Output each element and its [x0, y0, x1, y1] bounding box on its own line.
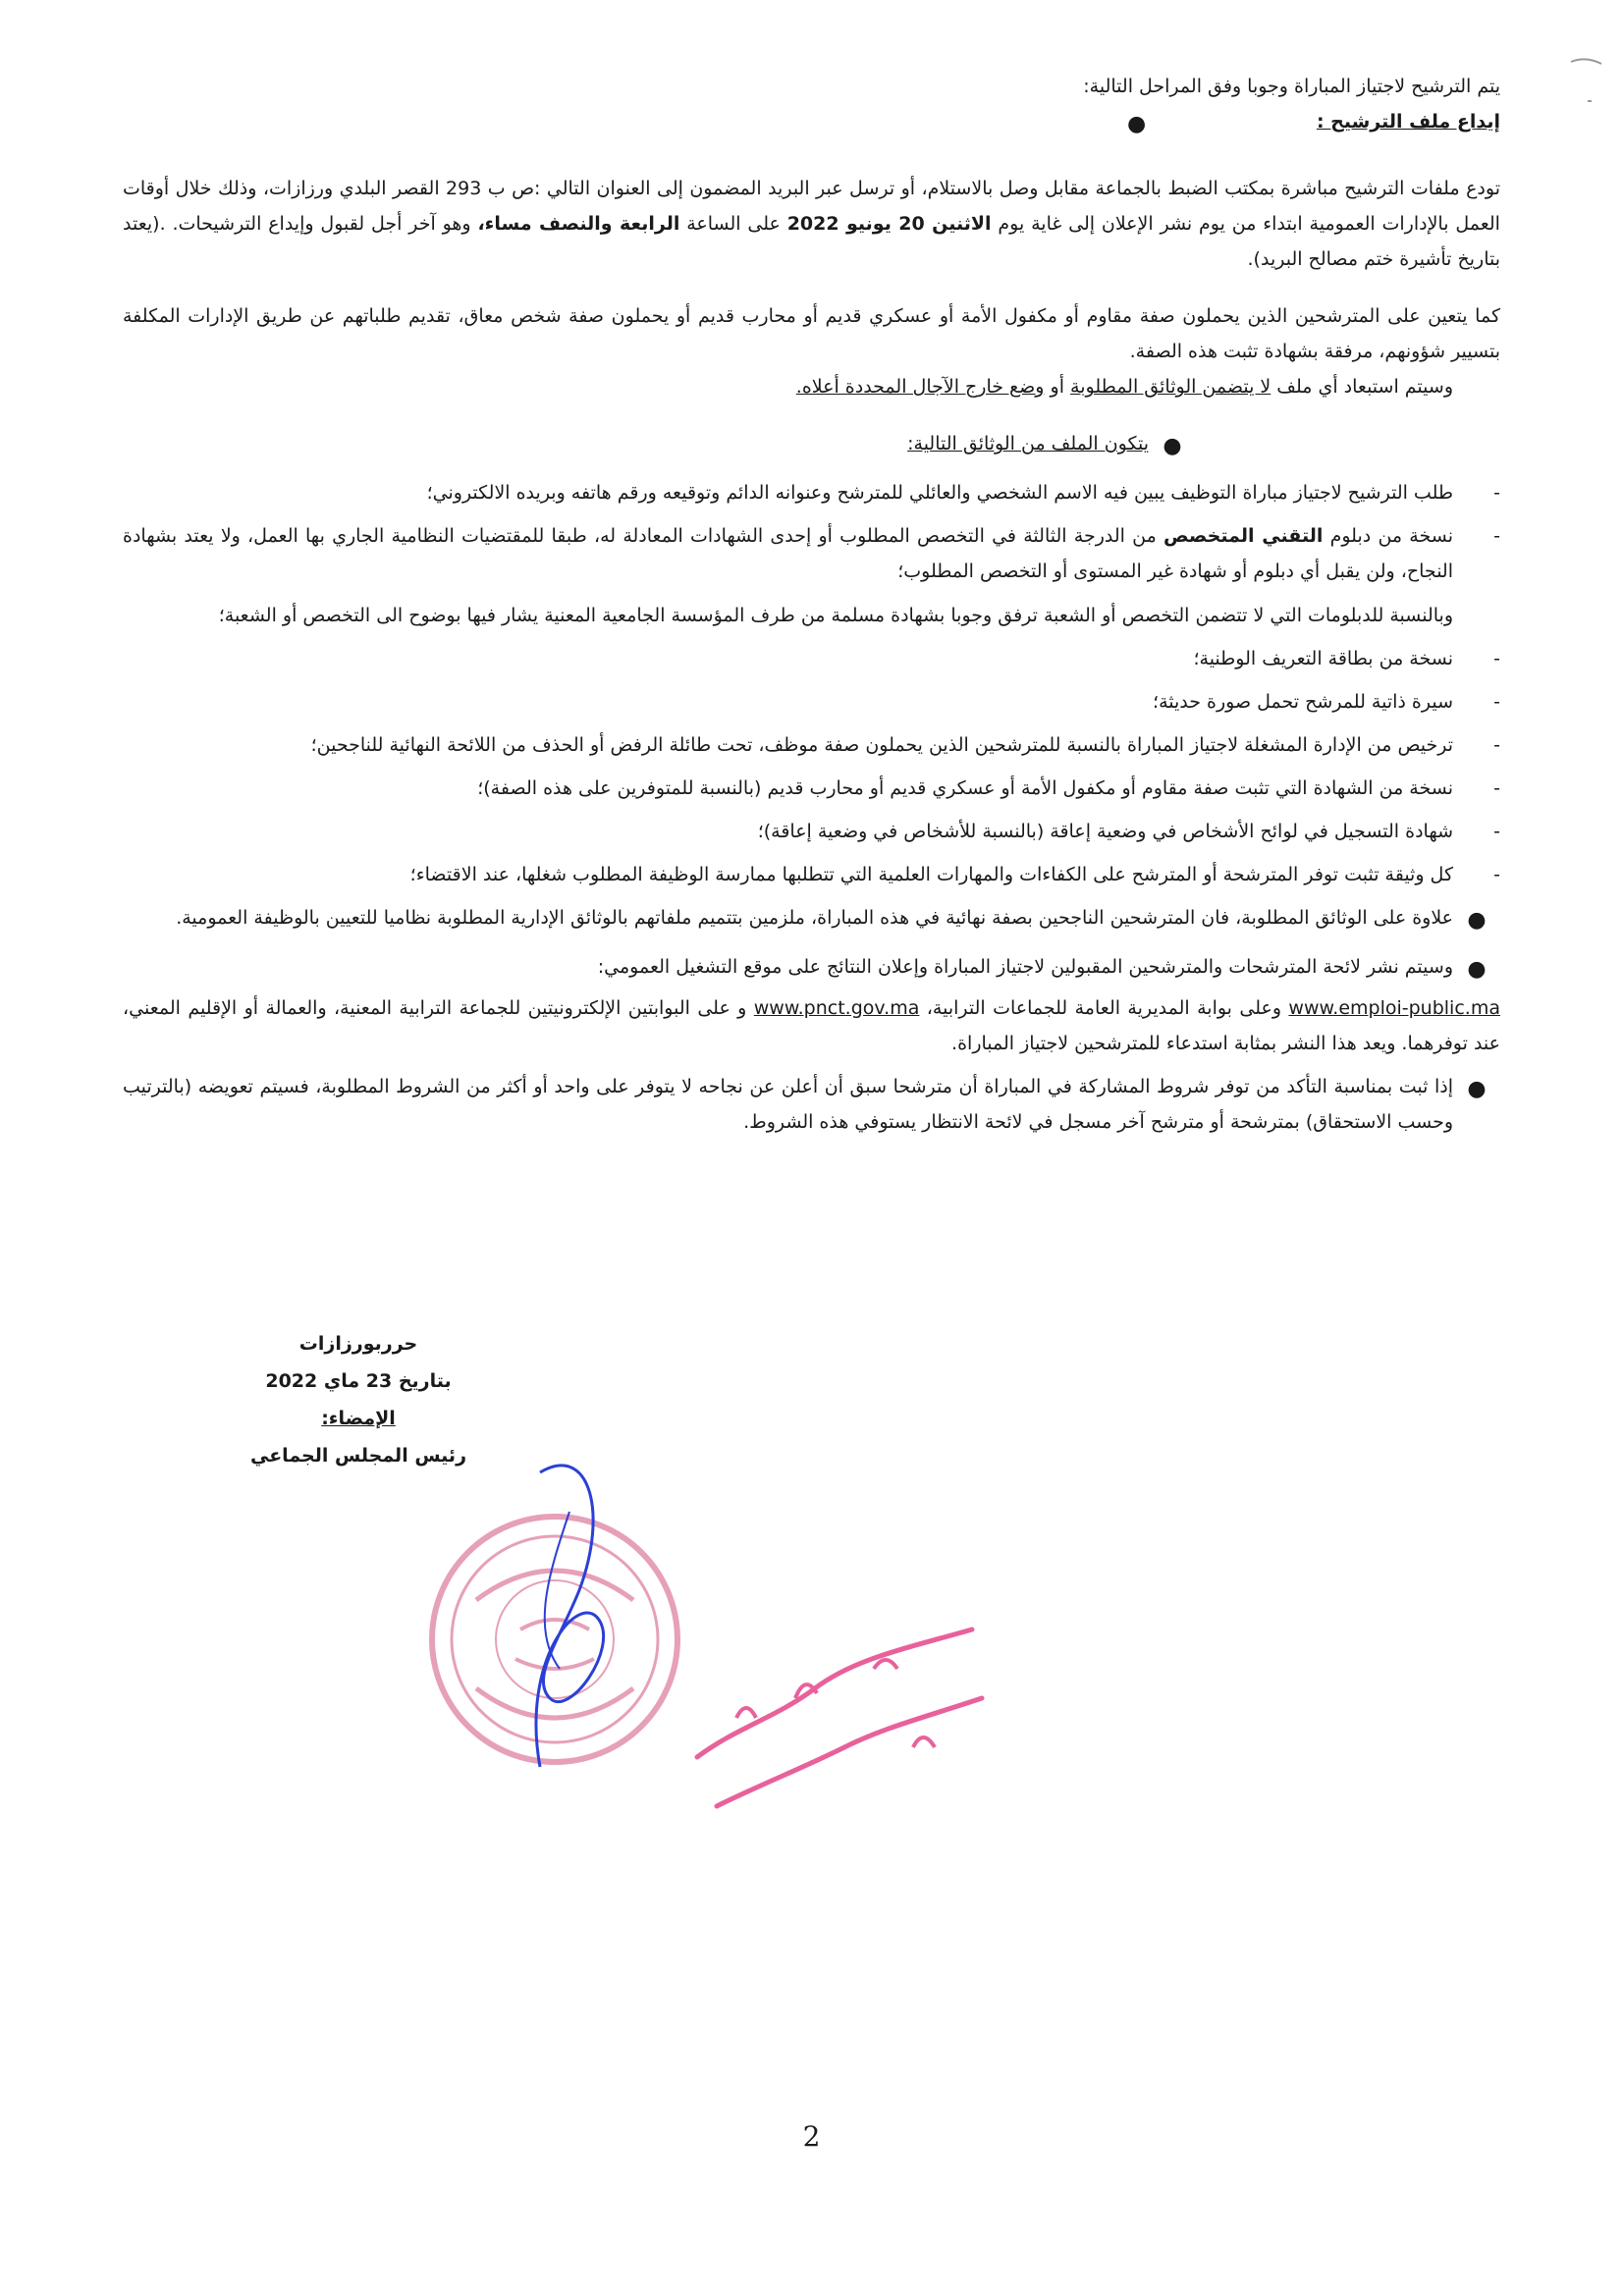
doc-item: - نسخة من دبلوم التقني المتخصص من الدرجة الثالثة في التخصص المطلوب أو إحدى الشهادات المعادلة له، طبقا للمقتضيات النظامية الجاري بها العمل، ولا يعتد بشهادة النجاح، ولن يقبل أي دبلوم أو شهادة غير المستوى أو التخصص المطلوب؛ — [123, 518, 1500, 589]
page-number: 2 — [802, 2120, 821, 2153]
dash-icon: - — [1493, 821, 1500, 842]
intro-line: يتم الترشيح لاجتياز المباراة وجوبا وفق المراحل التالية: — [1083, 76, 1500, 97]
dash-icon: - — [1493, 647, 1500, 669]
doc-item: - ترخيص من الإدارة المشغلة لاجتياز المباراة بالنسبة للمترشحين الذين يحملون صفة موظف، تحت طائلة الرفض أو الحذف من اللائحة النهائية للناجحين؛ — [123, 727, 1500, 763]
note-item: ● إذا ثبت بمناسبة التأكد من توفر شروط المشاركة في المباراة أن مترشحا سبق أن أعلن عن نجاحه لا يتوفر على واحد أو أكثر من الشروط المطلوبة، فسيتم تعويضه (بالترتيب وحسب الاستحقاق) بمترشحة أو مترشح آخر مسجل في لائحة الانتظار يستوفي هذه الشروط. — [123, 1069, 1500, 1140]
emploi-public-link[interactable]: www.emploi-public.ma — [1288, 996, 1500, 1019]
doc-item: - طلب الترشيح لاجتياز مباراة التوظيف يبين فيه الاسم الشخصي والعائلي للمترشح وعنوانه الدائم وتوقيعه ورقم هاتفه وبريده الالكتروني؛ — [123, 475, 1500, 510]
deposit-heading: إيداع ملف الترشيح : — [1316, 111, 1500, 133]
pnct-link[interactable]: www.pnct.gov.ma — [753, 996, 920, 1019]
signature-block — [236, 1325, 481, 1474]
dash-icon: - — [1493, 690, 1500, 713]
deposit-deadline: الاثنين 20 يونيو 2022 — [786, 212, 992, 235]
doc-item: - شهادة التسجيل في لوائح الأشخاص في وضعية إعاقة (بالنسبة للأشخاص في وضعية إعاقة)؛ — [123, 814, 1500, 849]
documents-heading-row — [123, 426, 1500, 467]
note-item: ● علاوة على الوثائق المطلوبة، فان المترشحين الناجحين بصفة نهائية في هذه المباراة، ملزمين بتتميم ملفاتهم بالوثائق الإدارية المطلوبة نظاميا للتعيين بالوظيفة العمومية. — [123, 900, 1500, 941]
publication-sites: www.emploi-public.ma وعلى بوابة المديرية العامة للجماعات الترابية، www.pnct.gov.ma و على البوابتين الإلكترونيتين للجماعة الترابية المعنية، والعمالة أو الإقليم المعني، عند توفرهما. ويعد هذا النشر بمثابة استدعاء للمترشحين لاجتياز المباراة. — [123, 996, 1500, 1054]
doc-item: - نسخة من بطاقة التعريف الوطنية؛ — [123, 641, 1500, 676]
doc-item: - كل وثيقة تثبت توفر المترشحة أو المترشح على الكفاءات والمهارات العلمية التي تتطلبها ممارسة الوظيفة المطلوب شغلها، عند الاقتضاء؛ — [123, 857, 1500, 892]
deposit-paragraph: تودع ملفات الترشيح مباشرة بمكتب الضبط بالجماعة مقابل وصل بالاستلام، أو ترسل عبر البريد المضمون إلى العنوان التالي :ص ب 293 القصر البلدي ورزازات، وذلك خلال أوقات العمل بالإدارات العمومية ابتداء من يوم نشر الإعلان إلى غاية يوم الاثنين 20 يونيو 2022 على الساعة الرابعة والنصف مساء، وهو آخر أجل لقبول وإيداع الترشيحات. .(يعتد بتاريخ تأشيرة ختم مصالح البريد). — [123, 177, 1500, 271]
doc-note: وبالنسبة للدبلومات التي لا تتضمن التخصص أو الشعبة ترفق وجوبا بشهادة مسلمة من طرف المؤسسة الجامعية المعنية يشار فيها بوضوح الى التخصص أو الشعبة؛ — [218, 604, 1453, 626]
bullet-icon: ● — [1127, 112, 1147, 137]
dash-icon: - — [1493, 864, 1500, 886]
deposit-heading-row — [123, 104, 1500, 145]
dash-icon: - — [1493, 733, 1500, 756]
signature-label: الإمضاء: — [321, 1408, 396, 1429]
place-line: حرربورزازات — [298, 1333, 418, 1355]
note-item: ● وسيتم نشر لائحة المترشحات والمترشحين المقبولين لاجتياز المباراة وإعلان النتائج على موقع التشغيل العمومي: — [123, 949, 1500, 990]
handwritten-name-stamp-icon — [677, 1610, 1001, 1836]
bullet-icon: ● — [1467, 1076, 1487, 1101]
doc-item: - سيرة ذاتية للمرشح تحمل صورة حديثة؛ — [123, 684, 1500, 720]
veterans-paragraph: كما يتعين على المترشحين الذين يحملون صفة مقاوم أو مكفول الأمة أو عسكري قديم أو محارب قديم أو يحملون صفة شخص معاق، تقديم طلباتهم عن طريق الإدارات المكلفة بتسيير شؤونهم، مرفقة بشهادة تثبت هذه الصفة. — [123, 305, 1500, 363]
bullet-icon: ● — [1467, 908, 1487, 934]
bullet-icon: ● — [1467, 956, 1487, 982]
exclusion-line: وسيتم استبعاد أي ملف لا يتضمن الوثائق المطلوبة أو وضع خارج الآجال المحددة أعلاه. — [795, 376, 1453, 399]
date-line: بتاريخ 23 ماي 2022 — [265, 1370, 452, 1392]
dash-icon: - — [1493, 525, 1500, 548]
signatory-title: رئيس المجلس الجماعي — [249, 1445, 467, 1467]
handwritten-signature-icon — [471, 1453, 668, 1777]
deposit-time: الرابعة والنصف مساء، — [477, 212, 680, 235]
dash-icon: - — [1493, 776, 1500, 799]
doc-item: - نسخة من الشهادة التي تثبت صفة مقاوم أو مكفول الأمة أو عسكري قديم أو محارب قديم (بالنسبة للمتوفرين على هذه الصفة)؛ — [123, 771, 1500, 806]
scan-mark-icon — [1566, 54, 1605, 113]
bullet-icon: ● — [1163, 434, 1182, 459]
dash-icon: - — [1493, 482, 1500, 505]
documents-heading: يتكون الملف من الوثائق التالية: — [907, 433, 1149, 455]
